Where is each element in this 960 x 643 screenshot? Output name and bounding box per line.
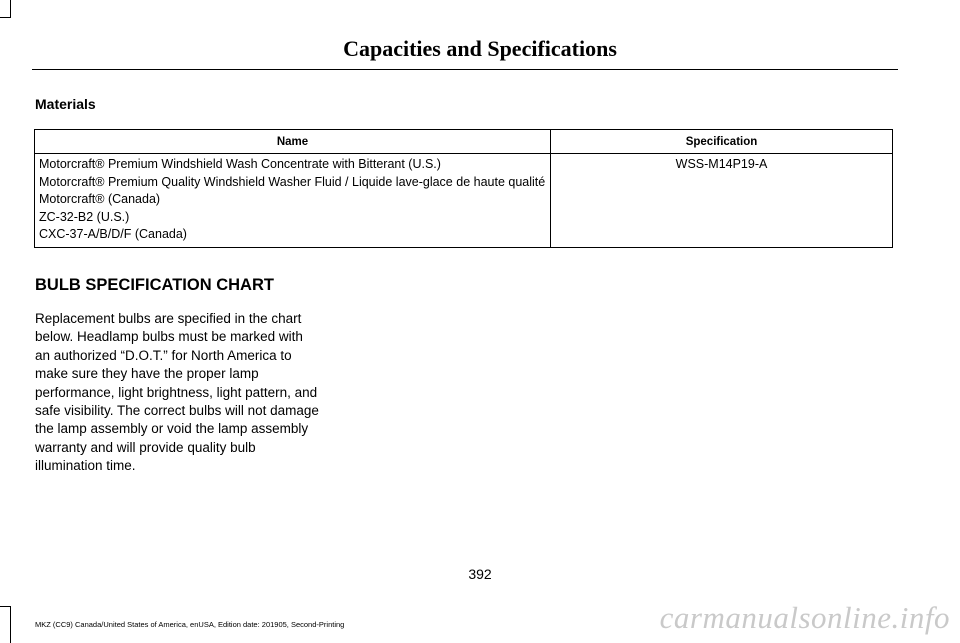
page-number: 392 bbox=[468, 566, 492, 582]
watermark: carmanualsonline.info bbox=[659, 600, 950, 635]
table-row bbox=[35, 154, 893, 248]
material-name-line: ZC-32-B2 (U.S.) bbox=[39, 209, 130, 224]
bulb-chart-paragraph: Replacement bulbs are specified in the chart below. Headlamp bulbs must be marked with an authorized “D.O.T.” for North America to make sure they have the proper lamp performance, light brightness, light pattern, and safe visibility. The correct bulbs will not damage the lamp assembly or void the lamp assembly warranty and will provide quality bulb illumination time. bbox=[35, 311, 319, 474]
edition-info: MKZ (CC9) Canada/United States of America, enUSA, Edition date: 201905, Second-Printing bbox=[35, 620, 345, 629]
column-header-specification: Specification bbox=[551, 130, 893, 154]
materials-table bbox=[34, 129, 893, 248]
material-name-line: Motorcraft® Premium Windshield Wash Concentrate with Bitterant (U.S.) bbox=[39, 157, 441, 171]
crop-mark bbox=[10, 0, 11, 18]
crop-mark bbox=[0, 17, 11, 18]
material-specification-cell: WSS-M14P19-A bbox=[551, 154, 893, 248]
material-name-line: Motorcraft® Premium Quality Windshield Washer Fluid / Liquide lave-glace de haute qualité Motorcraft® (Canada) bbox=[39, 174, 546, 206]
page-header-title: Capacities and Specifications bbox=[343, 36, 617, 61]
material-name-cell bbox=[35, 154, 551, 248]
materials-heading: Materials bbox=[35, 96, 96, 112]
bulb-chart-heading: BULB SPECIFICATION CHART bbox=[35, 276, 274, 294]
crop-mark bbox=[10, 606, 11, 643]
column-header-name: Name bbox=[35, 130, 551, 154]
crop-mark bbox=[0, 606, 11, 607]
table-header-row bbox=[35, 130, 893, 154]
header-divider bbox=[32, 69, 898, 70]
material-name-line: CXC-37-A/B/D/F (Canada) bbox=[39, 227, 187, 241]
